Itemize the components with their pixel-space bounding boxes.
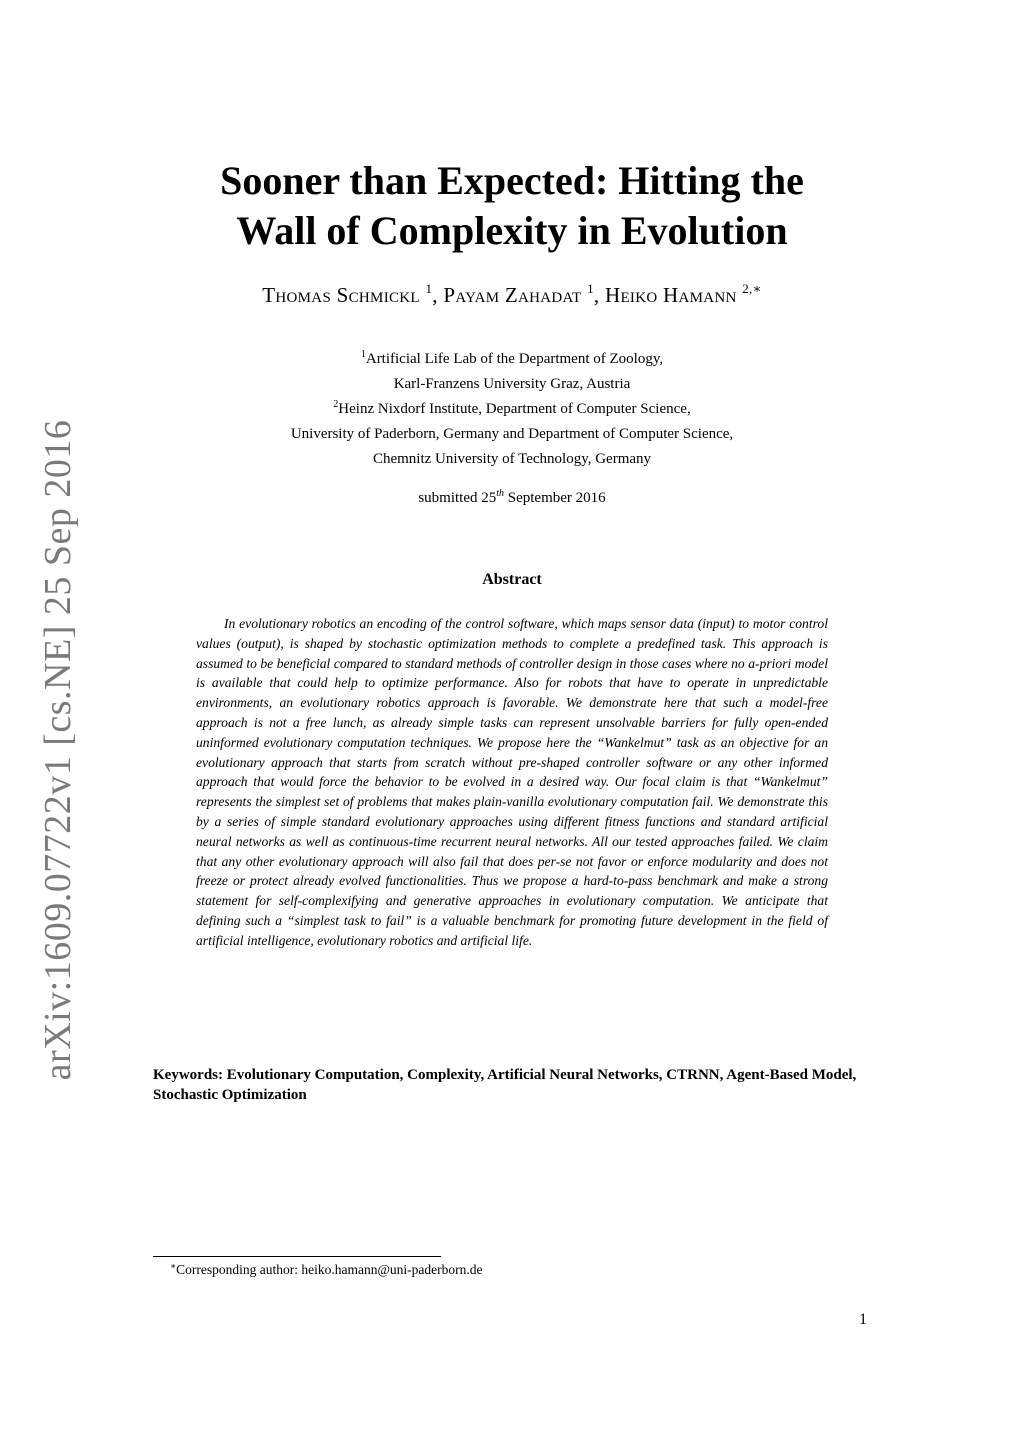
affiliation-line: Karl-Franzens University Graz, Austria [393,376,631,392]
paper-title [150,156,874,256]
submission-date [150,490,874,507]
abstract-body: In evolutionary robotics an encoding of the control software, which maps sensor data (input) to motor control values (output), is shaped by stochastic optimization methods to complete a predefined task. This approach is assumed to be beneficial compared to standard methods of controller design in those cases where no a-priori model is available that could help to optimize performance. Also for robots that have to operate in unpredictable environments, an evolutionary robotics approach is favorable. We demonstrate here that such a model-free approach is not a free lunch, as already simple tasks can represent unsolvable barriers for fully open-ended uninformed evolutionary computation techniques. We propose here the “Wankelmut” task as an objective for an evolutionary approach that starts from scratch without pre-shaped controller software or any other informed approach that would force the behavior to be evolved in a desired way. Our focal claim is that “Wankelmut” represents the simplest set of problems that makes plain-vanilla evolutionary computation fail. We demonstrate this by a series of simple standard evolutionary approaches using different fitness functions and standard artificial neural networks as well as continuous-time recurrent neural networks. All our tested approaches failed. We claim that any other evolutionary approach will also fail that does per-se not favor or enforce modularity and does not freeze or protect already evolved functionalities. Thus we propose a hard-to-pass benchmark and make a strong statement for self-complexifying and generative approaches in evolutionary computation. We anticipate that defining such a “simplest task to fail” is a valuable benchmark for promoting future development in the field of artificial intelligence, evolutionary robotics and artificial life. [196,616,828,948]
submission-date-suffix: September 2016 [504,490,606,506]
affiliation-text: Artificial Life Lab of the Department of Zoology, [365,351,664,367]
title-line-1: Sooner than Expected: Hitting the [220,158,804,203]
author-mark: 1 [425,281,433,296]
footnote-divider [153,1256,441,1257]
affiliation-line: University of Paderborn, Germany and Department of Computer Science, [290,426,734,442]
author-name: Heiko Hamann [604,283,737,307]
arxiv-identifier: arXiv:1609.07722v1 [cs.NE] 25 Sep 2016 [37,419,79,1081]
keywords: Keywords: Evolutionary Computation, Complexity, Artificial Neural Networks, CTRNN, Agent-Based Model, Stochastic Optimization [153,1067,857,1103]
submission-date-ordinal: th [496,488,505,499]
affiliation-mark: 2 [333,399,339,410]
author-list: Thomas Schmickl $^1$, Payam Zahadat $^1$, Heiko Hamann $^{2,∗}$ [262,281,762,307]
author-mark: 2,∗ [742,281,762,296]
author-mark: 1 [587,281,594,296]
title-line-2: Wall of Complexity in Evolution [236,208,788,253]
footnote [170,1262,482,1278]
affiliation-mark: 1 [360,349,366,360]
affiliation-line: Chemnitz University of Technology, Germany [372,451,652,467]
footnote-text: Corresponding author: heiko.hamann@uni-paderborn.de [176,1262,483,1277]
affiliations [150,347,874,472]
abstract-heading: Abstract [482,571,542,588]
footnote-mark: ∗ [170,1261,177,1271]
page-number: 1 [859,1311,867,1328]
author-name: Thomas Schmickl [262,283,420,307]
author-name: Payam Zahadat [443,283,582,307]
affiliation-line [150,397,874,422]
submission-date-prefix: submitted 25 [418,490,497,506]
affiliation-line [150,347,874,372]
affiliation-text: Heinz Nixdorf Institute, Department of Computer Science, [338,401,691,417]
